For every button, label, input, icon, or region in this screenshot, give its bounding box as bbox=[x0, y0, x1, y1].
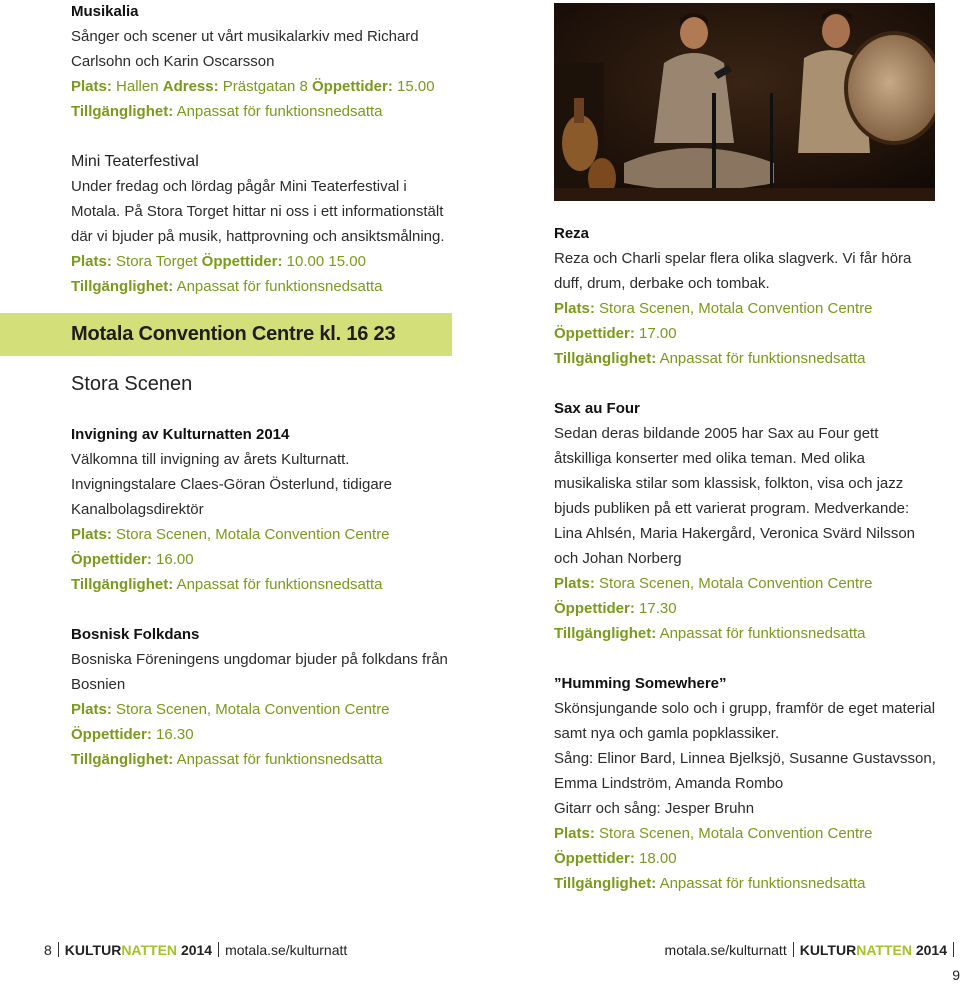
event-title: Sax au Four bbox=[554, 400, 640, 417]
footer-right bbox=[660, 938, 960, 988]
brand-kultur: KULTUR bbox=[799, 942, 857, 958]
tillganglighet-label: Tillgänglighet: bbox=[554, 350, 657, 367]
event-guitar: Gitarr och sång: Jesper Bruhn bbox=[554, 800, 755, 817]
tillganglighet-value: Anpassat för funktionsnedsatta bbox=[176, 278, 383, 295]
plats-label: Plats: bbox=[554, 825, 595, 842]
right-column bbox=[554, 221, 939, 896]
oppettider-label: Öppettider: bbox=[71, 551, 152, 568]
event-description: Bosniska Föreningens ungdomar bjuder på folkdans från Bosnien bbox=[71, 651, 448, 693]
footer-divider bbox=[793, 942, 794, 957]
footer-url: motala.se/kulturnatt bbox=[225, 942, 348, 958]
plats-label: Plats: bbox=[71, 78, 112, 95]
event-humming-somewhere bbox=[554, 671, 939, 896]
footer-divider bbox=[58, 942, 59, 957]
plats-label: Plats: bbox=[71, 253, 112, 270]
plats-value: Stora Scenen, Motala Convention Centre bbox=[599, 300, 873, 317]
event-description: Sedan deras bildande 2005 har Sax au Four gett åtskilliga konserter med olika teman. Med olika musikaliska stilar som klassisk, folkton, visa och jazz bjuds publiken på ett varierat program. Medverkande: Lina Ahlsén, Maria Hakergård, Veronica Svärd Nilsson och Johan Norberg bbox=[554, 425, 916, 567]
tillganglighet-label: Tillgänglighet: bbox=[554, 625, 657, 642]
event-title: Invigning av Kulturnatten 2014 bbox=[71, 426, 290, 443]
event-time-line bbox=[554, 846, 939, 871]
tillganglighet-value: Anpassat för funktionsnedsatta bbox=[659, 875, 866, 892]
event-accessibility bbox=[71, 747, 456, 772]
plats-label: Plats: bbox=[71, 701, 112, 718]
event-description: Välkomna till invigning av årets Kulturnatt. Invigningstalare Claes-Göran Österlund, tidigare Kanalbolagsdirektör bbox=[71, 451, 392, 518]
footer-divider bbox=[218, 942, 219, 957]
event-mini-teaterfestival bbox=[71, 149, 456, 299]
tillganglighet-label: Tillgänglighet: bbox=[554, 875, 657, 892]
oppettider-value: 16.00 bbox=[156, 551, 194, 568]
event-sax-au-four bbox=[554, 396, 939, 646]
oppettider-label: Öppettider: bbox=[554, 325, 635, 342]
event-description: Under fredag och lördag pågår Mini Teaterfestival i Motala. På Stora Torget hittar ni oss i ett informationstält där vi bjuder på musik, hattprovning och ansiktsmålning. bbox=[71, 178, 445, 245]
event-description: Sånger och scener ut vårt musikalarkiv med Richard Carlsohn och Karin Oscarsson bbox=[71, 28, 419, 70]
plats-label: Plats: bbox=[554, 300, 595, 317]
event-location-line bbox=[554, 296, 939, 321]
event-performers: Sång: Elinor Bard, Linnea Bjelksjö, Susanne Gustavsson, Emma Lindström, Amanda Rombo bbox=[554, 750, 936, 792]
tillganglighet-value: Anpassat för funktionsnedsatta bbox=[659, 625, 866, 642]
plats-value: Stora Scenen, Motala Convention Centre bbox=[599, 575, 873, 592]
plats-value: Stora Scenen, Motala Convention Centre bbox=[599, 825, 873, 842]
event-title: ”Humming Somewhere” bbox=[554, 675, 727, 692]
event-title: Mini Teaterfestival bbox=[71, 153, 199, 170]
oppettider-label: Öppettider: bbox=[201, 253, 283, 270]
plats-value: Stora Torget bbox=[116, 253, 198, 270]
oppettider-value: 16.30 bbox=[156, 726, 194, 743]
page-number: 9 bbox=[952, 967, 960, 983]
page-number: 8 bbox=[44, 942, 52, 958]
brand-kultur: KULTUR bbox=[64, 942, 122, 958]
event-accessibility bbox=[554, 346, 939, 371]
event-musikalia bbox=[71, 0, 456, 124]
tillganglighet-label: Tillgänglighet: bbox=[71, 751, 174, 768]
tillganglighet-label: Tillgänglighet: bbox=[71, 576, 174, 593]
event-time-line bbox=[554, 596, 939, 621]
oppettider-value: 17.00 bbox=[639, 325, 677, 342]
oppettider-label: Öppettider: bbox=[71, 726, 152, 743]
event-accessibility bbox=[71, 274, 456, 299]
musicians-photo bbox=[554, 3, 935, 201]
event-accessibility bbox=[554, 621, 939, 646]
event-invigning bbox=[71, 422, 456, 597]
event-accessibility bbox=[71, 572, 456, 597]
oppettider-label: Öppettider: bbox=[312, 78, 393, 95]
left-column-lower bbox=[71, 422, 456, 772]
tillganglighet-value: Anpassat för funktionsnedsatta bbox=[176, 576, 383, 593]
event-accessibility bbox=[71, 99, 456, 124]
brand-year: 2014 bbox=[915, 942, 947, 958]
stage-title: Stora Scenen bbox=[71, 373, 193, 395]
event-location-line bbox=[71, 74, 456, 99]
tillganglighet-label: Tillgänglighet: bbox=[71, 103, 174, 120]
tillganglighet-value: Anpassat för funktionsnedsatta bbox=[176, 103, 383, 120]
event-location-line bbox=[554, 821, 939, 846]
brand-natten: NATTEN bbox=[856, 942, 912, 958]
tillganglighet-value: Anpassat för funktionsnedsatta bbox=[659, 350, 866, 367]
venue-banner bbox=[0, 313, 452, 356]
plats-value: Hallen bbox=[116, 78, 159, 95]
event-reza bbox=[554, 221, 939, 371]
event-time-line bbox=[71, 547, 456, 572]
event-location-line bbox=[554, 571, 939, 596]
oppettider-value: 17.30 bbox=[639, 600, 677, 617]
event-time-line bbox=[71, 722, 456, 747]
oppettider-label: Öppettider: bbox=[554, 850, 635, 867]
event-bosnisk-folkdans bbox=[71, 622, 456, 772]
oppettider-label: Öppettider: bbox=[554, 600, 635, 617]
footer-url: motala.se/kulturnatt bbox=[664, 942, 787, 958]
event-title: Musikalia bbox=[71, 3, 139, 20]
plats-value: Stora Scenen, Motala Convention Centre bbox=[116, 701, 390, 718]
oppettider-value: 18.00 bbox=[639, 850, 677, 867]
oppettider-value: 15.00 bbox=[397, 78, 435, 95]
event-description: Skönsjungande solo och i grupp, framför de eget material samt nya och gamla popklassiker. bbox=[554, 700, 936, 742]
left-column bbox=[71, 0, 456, 299]
brand-natten: NATTEN bbox=[121, 942, 178, 958]
event-location-line bbox=[71, 522, 456, 547]
event-accessibility bbox=[554, 871, 939, 896]
event-title: Reza bbox=[554, 225, 590, 242]
tillganglighet-value: Anpassat för funktionsnedsatta bbox=[176, 751, 383, 768]
adress-label: Adress: bbox=[162, 78, 219, 95]
plats-label: Plats: bbox=[554, 575, 595, 592]
event-location-line bbox=[71, 249, 456, 274]
footer-divider bbox=[953, 942, 954, 957]
event-location-line bbox=[71, 697, 456, 722]
adress-value: Prästgatan 8 bbox=[222, 78, 308, 95]
photo-drawing bbox=[554, 3, 935, 201]
event-time-line bbox=[554, 321, 939, 346]
plats-value: Stora Scenen, Motala Convention Centre bbox=[116, 526, 390, 543]
event-title: Bosnisk Folkdans bbox=[71, 626, 200, 643]
plats-label: Plats: bbox=[71, 526, 112, 543]
event-description: Reza och Charli spelar flera olika slagverk. Vi får höra duff, drum, derbake och tombak. bbox=[554, 250, 912, 292]
oppettider-value: 10.00 15.00 bbox=[286, 253, 366, 270]
tillganglighet-label: Tillgänglighet: bbox=[71, 278, 174, 295]
brand-year: 2014 bbox=[180, 942, 213, 958]
venue-banner-text: Motala Convention Centre kl. 16 23 bbox=[71, 323, 396, 345]
footer-left bbox=[44, 938, 347, 963]
